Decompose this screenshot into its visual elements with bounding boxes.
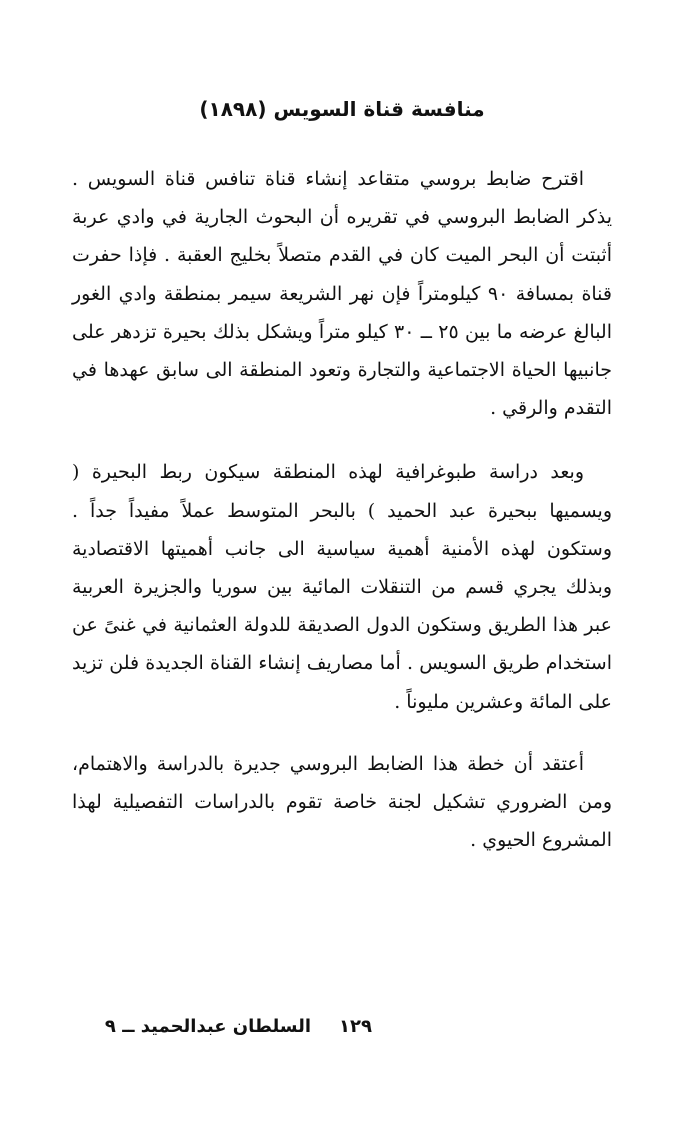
- paragraph-2: وبعد دراسة طبوغرافية لهذه المنطقة سيكون ربط البحيرة ( ويسميها ببحيرة عبد الحميد ) بالبحر المتوسط عملاً مفيداً جداً . وستكون لهذه الأمنية أهمية سياسية الى جانب أهميتها الاقتصادية وبذلك يجري قسم من التنقلات المائية بين سوريا والجزيرة العربية عبر هذا الطريق وستكون الدول الصديقة للدولة العثمانية في غنىً عن استخدام طريق السويس . أما مصاريف إنشاء القناة الجديدة فلن تزيد على المائة وعشرين مليوناً .: [72, 461, 612, 713]
- page-footer: [105, 1014, 372, 1040]
- paragraph-1: اقترح ضابط بروسي متقاعد إنشاء قناة تنافس قناة السويس . يذكر الضابط البروسي في تقريره أن البحوث الجارية في وادي عربة أثبتت أن البحر الميت كان في القدم متصلاً بخليج العقبة . فإذا حفرت قناة بمسافة ٩٠ كيلومتراً فإن نهر الشريعة سيمر بمنطقة وادي الغور البالغ عرضه ما بين ٢٥ ــ ٣٠ كيلو متراً ويشكل بذلك بحيرة تزدهر على جانبيها الحياة الاجتماعية والتجارة وتعود المنطقة الى سابق عهدها في التقدم والرقي .: [72, 168, 612, 420]
- page-number: ١٢٩: [339, 1016, 372, 1037]
- chapter-title: منافسة قناة السويس (١٨٩٨): [199, 97, 485, 121]
- body-text: [72, 160, 612, 859]
- footer-running-text: السلطان عبدالحميد ــ ٩: [104, 1016, 312, 1037]
- paragraph-3: أعتقد أن خطة هذا الضابط البروسي جديرة بالدراسة والاهتمام، ومن الضروري تشكيل لجنة خاصة تقوم بالدراسات التفصيلية لهذا المشروع الحيوي .: [72, 752, 612, 852]
